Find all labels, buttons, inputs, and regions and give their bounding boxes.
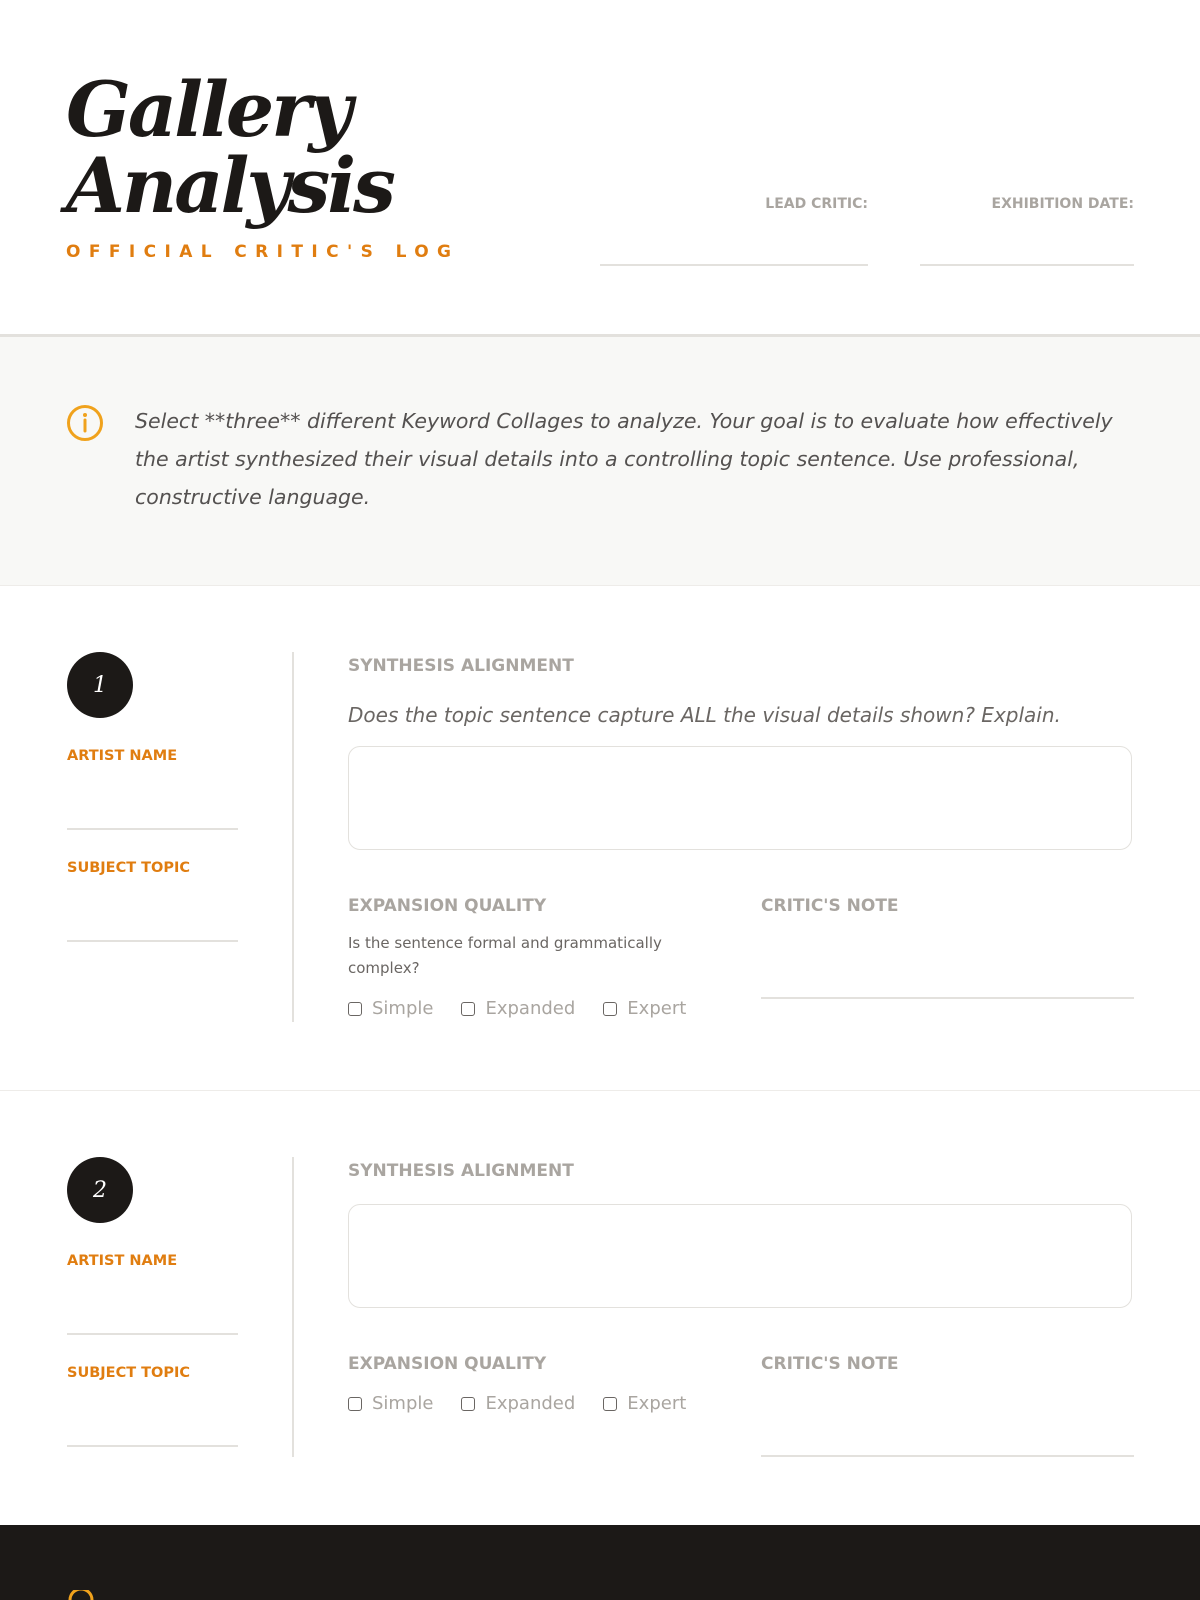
page-header	[0, 0, 1200, 337]
option-expanded[interactable]	[461, 998, 575, 1019]
option-label: Expanded	[485, 998, 576, 1019]
artist-name-label: ARTIST NAME	[67, 748, 178, 764]
page-subtitle: OFFICIAL CRITIC'S LOG	[66, 242, 460, 262]
synthesis-alignment-label: SYNTHESIS ALIGNMENT	[348, 656, 574, 676]
critics-note-label: CRITIC'S NOTE	[761, 896, 899, 916]
checkbox[interactable]	[461, 1002, 475, 1016]
lead-critic-label: LEAD CRITIC:	[765, 196, 868, 212]
entry-number-badge: 2	[67, 1157, 133, 1223]
exhibition-date-line[interactable]	[920, 264, 1134, 266]
option-expert[interactable]	[603, 1393, 686, 1414]
option-expanded[interactable]	[461, 1393, 575, 1414]
expansion-quality-label: EXPANSION QUALITY	[348, 896, 547, 916]
page-footer	[0, 1525, 1200, 1600]
option-simple[interactable]	[348, 1393, 433, 1414]
checkbox[interactable]	[461, 1397, 475, 1411]
entry-divider	[292, 1157, 294, 1457]
lead-critic-field[interactable]	[600, 196, 868, 212]
subject-topic-label: SUBJECT TOPIC	[67, 1365, 191, 1381]
synthesis-answer-box[interactable]	[348, 1204, 1132, 1308]
title-block	[66, 65, 460, 262]
critique-entry-2	[0, 1091, 1200, 1525]
checkbox[interactable]	[603, 1002, 617, 1016]
subject-topic-field[interactable]	[67, 1445, 238, 1447]
expansion-options	[348, 998, 714, 1019]
artist-name-field[interactable]	[67, 828, 238, 830]
footer-accent-icon	[66, 1590, 96, 1600]
option-label: Simple	[372, 1393, 434, 1414]
expansion-options	[348, 1393, 714, 1414]
title-line-2: Analysis	[66, 141, 393, 230]
checkbox[interactable]	[348, 1002, 362, 1016]
option-expert[interactable]	[603, 998, 686, 1019]
subject-topic-field[interactable]	[67, 940, 238, 942]
title-line-1: Gallery	[66, 65, 350, 154]
entry-divider	[292, 652, 294, 1022]
synthesis-answer-box[interactable]	[348, 746, 1132, 850]
critics-note-field[interactable]	[761, 1455, 1134, 1457]
expansion-quality-label: EXPANSION QUALITY	[348, 1354, 547, 1374]
lead-critic-line[interactable]	[600, 264, 868, 266]
expansion-hint: Is the sentence formal and grammatically complex?	[348, 934, 662, 977]
checkbox[interactable]	[603, 1397, 617, 1411]
exhibition-date-label: EXHIBITION DATE:	[991, 196, 1134, 212]
synthesis-alignment-label: SYNTHESIS ALIGNMENT	[348, 1161, 574, 1181]
critics-note-field[interactable]	[761, 997, 1134, 999]
artist-name-label: ARTIST NAME	[67, 1253, 178, 1269]
instructions-text: Select **three** different Keyword Collages to analyze. Your goal is to evaluate how effectively the artist synthesized their visual details into a controlling topic sentence. Use professional, constructive language.	[135, 409, 1113, 509]
entry-number-badge: 1	[67, 652, 133, 718]
option-label: Expanded	[485, 1393, 576, 1414]
artist-name-field[interactable]	[67, 1333, 238, 1335]
info-circle-icon	[66, 404, 104, 442]
option-label: Expert	[627, 1393, 687, 1414]
synthesis-prompt: Does the topic sentence capture ALL the visual details shown? Explain.	[348, 703, 1061, 727]
subject-topic-label: SUBJECT TOPIC	[67, 860, 191, 876]
exhibition-date-field[interactable]	[920, 196, 1134, 212]
option-label: Simple	[372, 998, 434, 1019]
option-simple[interactable]	[348, 998, 433, 1019]
critics-note-label: CRITIC'S NOTE	[761, 1354, 899, 1374]
option-label: Expert	[627, 998, 687, 1019]
page-title	[66, 65, 459, 230]
checkbox[interactable]	[348, 1397, 362, 1411]
